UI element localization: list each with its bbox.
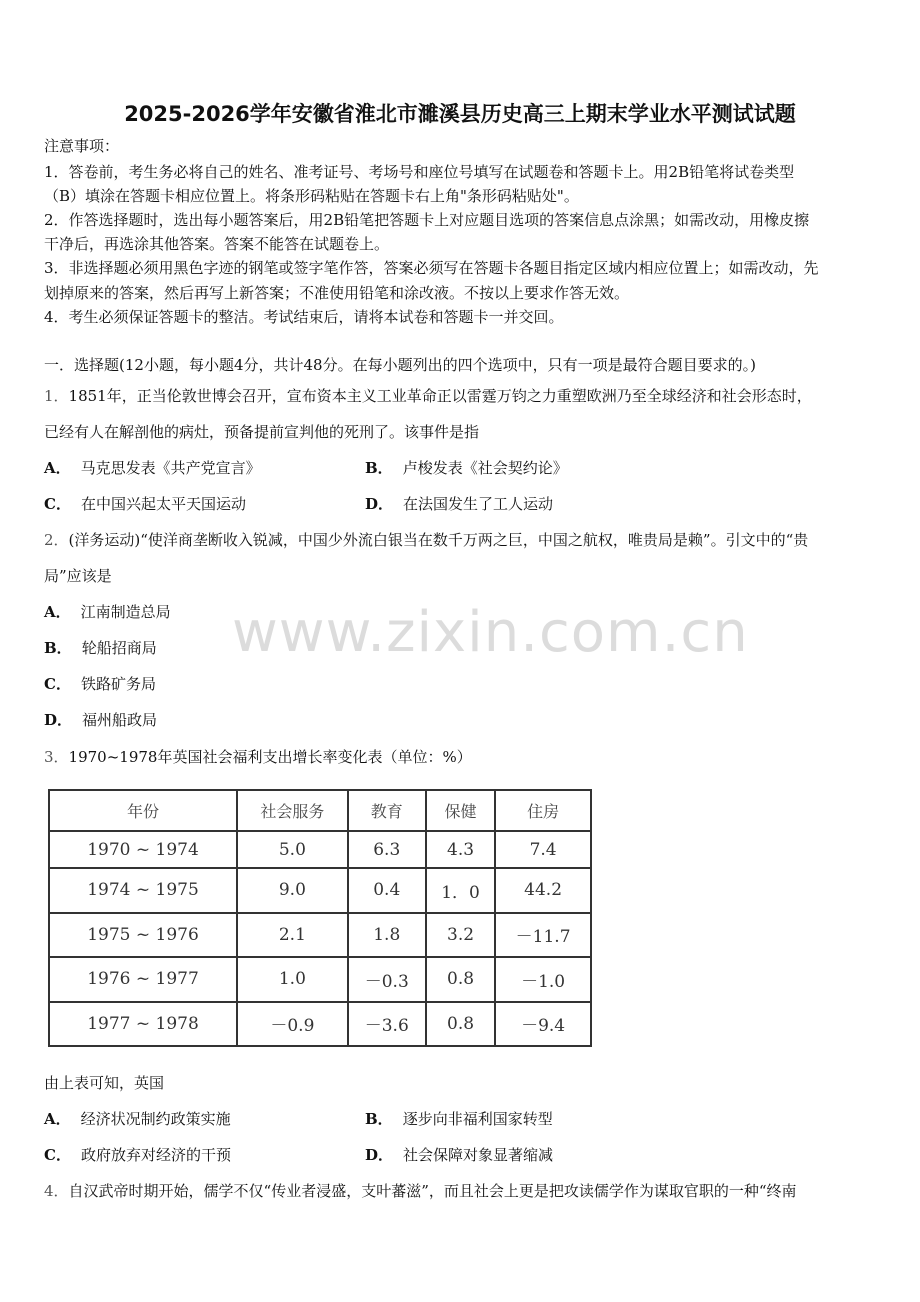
table-row (49, 868, 591, 912)
option-letter: D． (44, 711, 73, 729)
question-number: 4． (44, 1182, 69, 1200)
table-header-cell: 住房 (495, 790, 591, 831)
option-letter: C． (44, 675, 71, 693)
table-header-cell: 保健 (426, 790, 495, 831)
option-letter: A． (44, 459, 71, 477)
option-text: 在法国发生了工人运动 (403, 495, 554, 513)
notice-line: （B）填涂在答题卡相应位置上。将条形码粘贴在答题卡右上角"条形码粘贴处"。 (44, 187, 579, 205)
q1-option-d[interactable] (365, 494, 553, 514)
page-title: 2025-2026学年安徽省淮北市濉溪县历史高三上期末学业水平测试试题 (124, 102, 796, 126)
option-text: 经济状况制约政策实施 (80, 1110, 231, 1128)
question-text: 自汉武帝时期开始，儒学不仅“传业者浸盛，支叶蕃滋”，而且社会上更是把攻读儒学作为谋取官职的一种“终南 (68, 1182, 797, 1200)
option-text: 在中国兴起太平天国运动 (80, 495, 246, 513)
table-row (49, 913, 591, 957)
table-cell: －3.6 (348, 1002, 426, 1046)
question-number: 3． (44, 748, 69, 766)
table-cell: 6.3 (348, 831, 426, 868)
option-letter: A． (44, 1110, 71, 1128)
option-letter: B． (365, 1110, 393, 1128)
notice-line: 划掉原来的答案，然后再写上新答案；不准使用铅笔和涂改液。不按以上要求作答无效。 (44, 284, 630, 302)
option-letter: C． (44, 1146, 71, 1164)
option-text: 轮船招商局 (81, 639, 157, 657)
table-header-cell: 教育 (348, 790, 426, 831)
table-cell: 1974 ~ 1975 (49, 868, 237, 912)
table-cell: 0.8 (426, 957, 495, 1001)
question-number: 2． (44, 531, 69, 549)
q3-option-d[interactable] (365, 1145, 553, 1165)
option-letter: C． (44, 495, 71, 513)
section-heading: 一．选择题(12小题，每小题4分，共计48分。在每小题列出的四个选项中，只有一项是最符合题目要求的。) (44, 356, 756, 374)
q2-option-b[interactable] (44, 638, 157, 658)
q3-option-a[interactable] (44, 1109, 231, 1129)
notice-line: 3．非选择题必须用黑色字迹的钢笔或签字笔作答，答案必须写在答题卡各题目指定区域内相应位置上；如需改动，先 (44, 259, 819, 277)
notice-line: 2．作答选择题时，选出每小题答案后，用2B铅笔把答题卡上对应题目选项的答案信息点涂黑；如需改动，用橡皮擦 (44, 211, 810, 229)
question-number: 1． (44, 387, 69, 405)
q1-option-c[interactable] (44, 494, 246, 514)
notice-line: 4．考生必须保证答题卡的整洁。考试结束后，请将本试卷和答题卡一并交回。 (44, 308, 564, 326)
question-2 (44, 530, 808, 550)
q2-option-a[interactable] (44, 602, 171, 622)
option-letter: B． (365, 459, 393, 477)
notice-line: 干净后，再选涂其他答案。答案不能答在试题卷上。 (44, 235, 390, 253)
table-cell: 1977 ~ 1978 (49, 1002, 237, 1046)
table-cell: 1.8 (348, 913, 426, 957)
table-cell: 1975 ~ 1976 (49, 913, 237, 957)
table-cell: －11.7 (495, 913, 591, 957)
option-text: 政府放弃对经济的干预 (80, 1146, 231, 1164)
table-header-cell: 社会服务 (237, 790, 348, 831)
table-header-row (49, 790, 591, 831)
table-cell: 0.4 (348, 868, 426, 912)
option-letter: B． (44, 639, 72, 657)
notice-heading: 注意事项： (44, 137, 120, 155)
question-text: (洋务运动)“使洋商垄断收入锐减，中国少外流白银当在数千万两之巨，中国之航权，唯贵局是赖”。引文中的“贵 (68, 531, 809, 549)
q2-option-d[interactable] (44, 710, 157, 730)
table-cell: 1976 ~ 1977 (49, 957, 237, 1001)
table-row (49, 957, 591, 1001)
watermark: www.zixin.com.cn (232, 600, 749, 665)
option-text: 逐步向非福利国家转型 (402, 1110, 553, 1128)
table-cell: 9.0 (237, 868, 348, 912)
option-text: 福州船政局 (82, 711, 158, 729)
question-3-stem: 由上表可知，英国 (44, 1074, 165, 1092)
question-3 (44, 747, 472, 767)
option-text: 社会保障对象显著缩减 (403, 1146, 554, 1164)
welfare-table (48, 789, 592, 1047)
q1-option-a[interactable] (44, 458, 261, 478)
option-letter: D． (365, 495, 394, 513)
table-row (49, 831, 591, 868)
question-1-cont: 已经有人在解剖他的病灶，预备提前宣判他的死刑了。该事件是指 (44, 423, 480, 441)
q3-option-b[interactable] (365, 1109, 553, 1129)
table-cell: 1.0 (237, 957, 348, 1001)
q3-option-c[interactable] (44, 1145, 231, 1165)
q1-option-b[interactable] (365, 458, 568, 478)
table-cell: 1970 ~ 1974 (49, 831, 237, 868)
notice-line: 1．答卷前，考生务必将自己的姓名、准考证号、考场号和座位号填写在试题卷和答题卡上。用2B铅笔将试卷类型 (44, 163, 795, 181)
table-cell: 3.2 (426, 913, 495, 957)
table-header-cell: 年份 (49, 790, 237, 831)
option-letter: A． (44, 603, 71, 621)
table-cell: －0.3 (348, 957, 426, 1001)
option-text: 马克思发表《共产党宣言》 (80, 459, 261, 477)
option-text: 卢梭发表《社会契约论》 (402, 459, 568, 477)
table-cell: －0.9 (237, 1002, 348, 1046)
question-text: 1970~1978年英国社会福利支出增长率变化表（单位：%） (68, 748, 472, 766)
table-cell: 2.1 (237, 913, 348, 957)
option-letter: D． (365, 1146, 394, 1164)
table-cell: 44.2 (495, 868, 591, 912)
table-cell: －9.4 (495, 1002, 591, 1046)
table-cell: －1.0 (495, 957, 591, 1001)
table-cell: 7.4 (495, 831, 591, 868)
question-4 (44, 1181, 797, 1201)
table-cell: 0.8 (426, 1002, 495, 1046)
q2-option-c[interactable] (44, 674, 156, 694)
option-text: 江南制造总局 (80, 603, 171, 621)
question-text: 1851年，正当伦敦世博会召开，宣布资本主义工业革命正以雷霆万钧之力重塑欧洲乃至全球经济和社会形态时， (68, 387, 812, 405)
question-1 (44, 386, 812, 406)
table-cell: 5.0 (237, 831, 348, 868)
table-cell: 1．0 (426, 868, 495, 912)
question-2-cont: 局”应该是 (44, 567, 112, 585)
option-text: 铁路矿务局 (80, 675, 156, 693)
table-row (49, 1002, 591, 1046)
table-cell: 4.3 (426, 831, 495, 868)
